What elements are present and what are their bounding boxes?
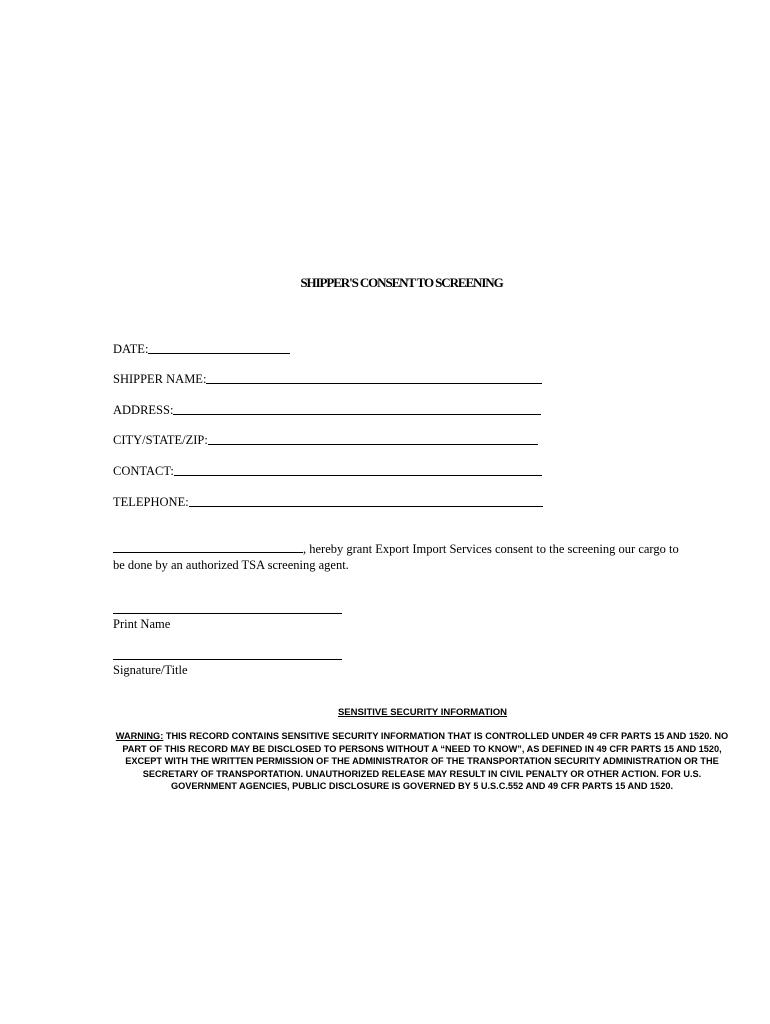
- consent-name-blank[interactable]: [113, 541, 303, 553]
- consent-text: , hereby grant Export Import Services consent to the screening our cargo to be done by an authorized TSA screening agent.: [113, 542, 679, 572]
- city-state-zip-input-line[interactable]: [208, 432, 538, 445]
- ssi-heading: SENSITIVE SECURITY INFORMATION: [337, 707, 508, 718]
- contact-input-line[interactable]: [174, 463, 542, 476]
- shipper-name-label: SHIPPER NAME:: [113, 372, 207, 386]
- print-name-label: Print Name: [113, 617, 171, 631]
- telephone-input-line[interactable]: [189, 494, 543, 507]
- contact-label: CONTACT:: [113, 464, 174, 478]
- warning-label: WARNING:: [115, 731, 164, 741]
- ssi-warning-block: [115, 730, 729, 793]
- contact-field: [113, 463, 542, 479]
- signature-title-line[interactable]: [113, 659, 342, 660]
- print-name-line[interactable]: [113, 613, 342, 614]
- date-label: DATE:: [113, 342, 149, 356]
- document-title: SHIPPER'S CONSENT TO SCREENING: [300, 275, 503, 290]
- city-state-zip-field: [113, 432, 538, 448]
- address-input-line[interactable]: [173, 402, 541, 415]
- date-field: [113, 341, 290, 357]
- city-state-zip-label: CITY/STATE/ZIP:: [113, 433, 208, 447]
- warning-text: THIS RECORD CONTAINS SENSITIVE SECURITY INFORMATION THAT IS CONTROLLED UNDER 49 CFR PARTS 15 AND 1520. NO PART OF THIS RECORD MAY BE DISCLOSED TO PERSONS WITHOUT A “NEED TO KNOW”, AS DEFINED IN 49 CFR PARTS 15 AND 1520, EXCEPT WITH THE WRITTEN PERMISSION OF THE ADMINISTRATOR OF THE TRANSPORTATION SECURITY ADMINISTRATION OR THE SECRETARY OF TRANSPORTATION. UNAUTHORIZED RELEASE MAY RESULT IN CIVIL PENALTY OR OTHER ACTION. FOR U.S. GOVERNMENT AGENCIES, PUBLIC DISCLOSURE IS GOVERNED BY 5 U.S.C.552 AND 49 CFR PARTS 15 AND 1520.: [122, 731, 729, 791]
- shipper-name-input-line[interactable]: [206, 371, 542, 384]
- telephone-label: TELEPHONE:: [113, 495, 189, 509]
- signature-title-label: Signature/Title: [113, 663, 188, 677]
- telephone-field: [113, 494, 543, 510]
- address-field: [113, 402, 541, 418]
- address-label: ADDRESS:: [113, 403, 174, 417]
- date-input-line[interactable]: [148, 341, 290, 354]
- consent-statement: [113, 541, 683, 573]
- shipper-name-field: [113, 371, 542, 387]
